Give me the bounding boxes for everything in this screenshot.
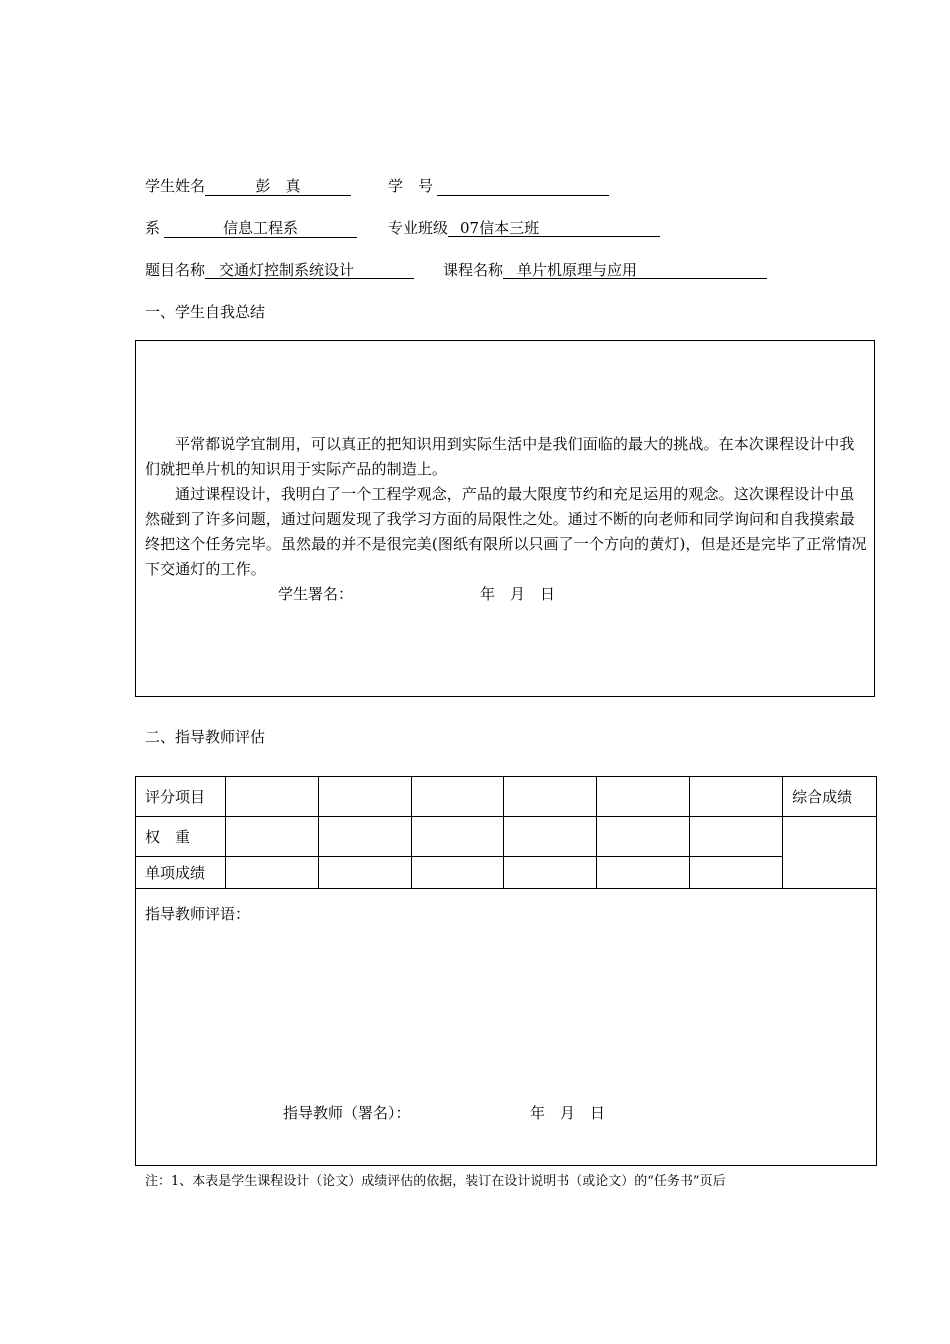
row-label-weight: 权 重 (136, 817, 226, 857)
teacher-signature-date: 年 月 日 (530, 1104, 606, 1122)
table-cell (318, 817, 411, 857)
course-field (443, 260, 767, 280)
department-label: 系 (145, 219, 161, 237)
table-cell (597, 857, 690, 889)
self-summary-heading: 一、学生自我总结 (145, 303, 266, 321)
footnote: 注：1、本表是学生课程设计（论文）成绩评估的依据，装订在设计说明书（或论文）的“任务书”页后 (145, 1174, 726, 1189)
total-score-label: 综合成绩 (783, 777, 877, 817)
class-value: 07信本三班 (448, 218, 660, 237)
teacher-comment-label: 指导教师评语： (145, 905, 251, 923)
department-value: 信息工程系 (164, 218, 357, 238)
topic-value: 交通灯控制系统设计 (205, 260, 414, 279)
class-label: 专业班级 (388, 219, 449, 237)
class-field (388, 218, 660, 238)
student-id-field (388, 176, 609, 196)
student-name-label: 学生姓名 (145, 177, 206, 195)
total-score-cell (783, 817, 877, 889)
course-label: 课程名称 (443, 261, 504, 279)
table-cell (225, 817, 318, 857)
table-cell (690, 777, 783, 817)
table-cell (225, 777, 318, 817)
table-cell (597, 777, 690, 817)
table-cell (411, 817, 504, 857)
table-row (136, 857, 877, 889)
student-name-field (145, 176, 351, 196)
teacher-signature-label: 指导教师（署名）： (283, 1104, 411, 1122)
table-cell (504, 817, 597, 857)
student-id-value (437, 176, 609, 196)
table-cell (411, 857, 504, 889)
table-cell (504, 857, 597, 889)
row-label-score-item: 评分项目 (136, 777, 226, 817)
self-summary-paragraph-1: 平常都说学宜制用，可以真正的把知识用到实际生活中是我们面临的最大的挑战。在本次课程设计中我们就把单片机的知识用于实际产品的制造上。 (145, 435, 855, 478)
table-cell (318, 857, 411, 889)
table-row (136, 777, 877, 817)
topic-label: 题目名称 (145, 261, 206, 279)
course-value: 单片机原理与应用 (503, 260, 767, 279)
teacher-comment-box (135, 888, 877, 1166)
table-cell (318, 777, 411, 817)
topic-field (145, 260, 414, 280)
student-signature-date: 年 月 日 (480, 585, 556, 603)
table-cell (504, 777, 597, 817)
table-cell (225, 857, 318, 889)
department-field (145, 218, 357, 238)
row-label-item-score: 单项成绩 (136, 857, 226, 889)
student-name-value: 彭 真 (205, 176, 351, 196)
table-cell (597, 817, 690, 857)
evaluation-table (135, 776, 877, 889)
table-cell (411, 777, 504, 817)
table-cell (690, 857, 783, 889)
teacher-evaluation-heading: 二、指导教师评估 (145, 728, 266, 746)
table-cell (690, 817, 783, 857)
table-row (136, 817, 877, 857)
student-signature-label: 学生署名： (278, 585, 354, 603)
self-summary-paragraph-2: 通过课程设计，我明白了一个工程学观念，产品的最大限度节约和充足运用的观念。这次课程设计中虽然碰到了许多问题，通过问题发现了我学习方面的局限性之处。通过不断的向老师和同学询问和自我摸索最终把这个任务完毕。虽然最的并不是很完美(图纸有限所以只画了一个方向的黄灯)，但是还是完毕了正常情况下交通灯的工作。 (145, 485, 867, 578)
student-id-label: 学 号 (388, 177, 434, 195)
